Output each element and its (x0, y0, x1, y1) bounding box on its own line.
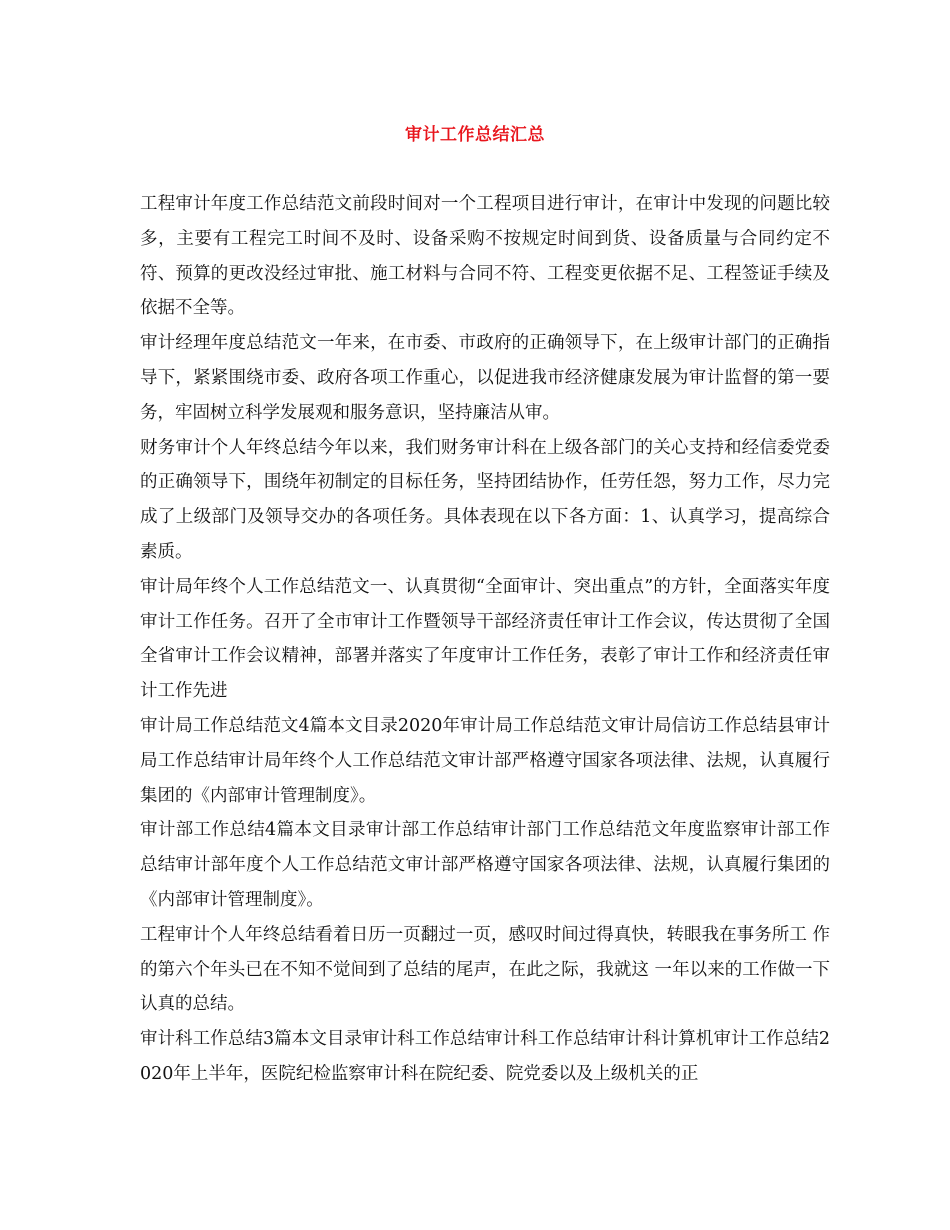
paragraph: 审计局工作总结范文4篇本文目录2020年审计局工作总结范文审计局信访工作总结县审计局工作总结审计局年终个人工作总结范文审计部严格遵守国家各项法律、法规，认真履行集团的《内部审计管理制度》。 (140, 715, 830, 806)
paragraph: 财务审计个人年终总结今年以来，我们财务审计科在上级各部门的关心支持和经信委党委的正确领导下，围绕年初制定的目标任务，坚持团结协作，任劳任怨，努力工作，尽力完成了上级部门及领导交办的各项任务。具体表现在以下各方面：1、认真学习，提高综合素质。 (140, 437, 830, 562)
document-title: 审计工作总结汇总 (405, 125, 545, 145)
document-body (140, 187, 830, 1092)
paragraph: 工程审计个人年终总结看着日历一页翻过一页，感叹时间过得真快，转眼我在事务所工 作的第六个年头已在不知不觉间到了总结的尾声，在此之际，我就这 一年以来的工作做一下认真的总结。 (140, 924, 830, 1015)
paragraph: 工程审计年度工作总结范文前段时间对一个工程项目进行审计，在审计中发现的问题比较多，主要有工程完工时间不及时、设备采购不按规定时间到货、设备质量与合同约定不符、预算的更改没经过审批、施工材料与合同不符、工程变更依据不足、工程签证手续及依据不全等。 (140, 194, 830, 319)
paragraph: 审计局年终个人工作总结范文一、认真贯彻“全面审计、突出重点”的方针，全面落实年度审计工作任务。召开了全市审计工作暨领导干部经济责任审计工作会议，传达贯彻了全国全省审计工作会议精神，部署并落实了年度审计工作任务，表彰了审计工作和经济责任审计工作先进 (140, 576, 830, 702)
paragraph: 审计部工作总结4篇本文目录审计部工作总结审计部门工作总结范文年度监察审计部工作总结审计部年度个人工作总结范文审计部严格遵守国家各项法律、法规，认真履行集团的《内部审计管理制度》。 (140, 820, 830, 910)
paragraph: 审计科工作总结3篇本文目录审计科工作总结审计科工作总结审计科计算机审计工作总结2020年上半年，医院纪检监察审计科在院纪委、院党委以及上级机关的正 (140, 1029, 830, 1084)
paragraph: 审计经理年度总结范文一年来，在市委、市政府的正确领导下，在上级审计部门的正确指导下，紧紧围绕市委、政府各项工作重心，以促进我市经济健康发展为审计监督的第一要务，牢固树立科学发展观和服务意识，坚持廉洁从审。 (140, 333, 830, 423)
